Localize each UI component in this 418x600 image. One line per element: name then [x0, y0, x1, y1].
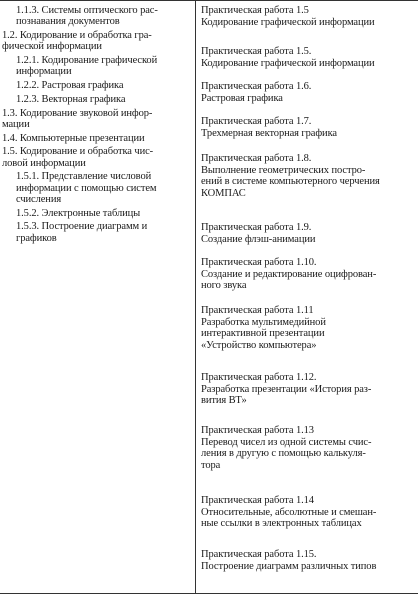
practical-work-title: Растровая графика [201, 92, 283, 104]
practical-work-title: Кодирование графической информации [201, 16, 375, 28]
topic-line: 1.5. Кодирование и обработка чис- [2, 146, 154, 158]
topics-column [2, 5, 190, 246]
practical-work-title: КОМПАС [201, 187, 246, 199]
topic-line: 1.2. Кодирование и обработка гра- [2, 30, 152, 41]
table-top-rule [0, 0, 418, 1]
practical-work-title: ений в системе компьютерного черчения [201, 176, 380, 187]
topic-line: 1.3. Кодирование звуковой инфор- [2, 107, 153, 119]
practical-work-item [201, 5, 375, 28]
practical-work-number: Практическая работа 1.9. [201, 222, 312, 233]
topic-item [2, 80, 190, 91]
practical-work-number: Практическая работа 1.13 [201, 425, 314, 436]
practical-work-item [201, 372, 371, 407]
practical-work-title: ления в другую с помощью калькуля- [201, 448, 366, 459]
practical-work-title: Перевод чисел из одной системы счис- [201, 436, 372, 448]
practical-work-title: ного звука [201, 280, 247, 291]
practical-work-title: Кодирование графической информации [201, 57, 375, 69]
topic-line: графиков [16, 232, 57, 244]
topic-line: 1.1.3. Системы оптического рас- [16, 5, 158, 16]
practical-work-number: Практическая работа 1.15. [201, 549, 317, 560]
topic-line: 1.2.2. Растровая графика [16, 80, 124, 91]
practical-work-title: Создание флэш-анимации [201, 233, 316, 245]
practical-work-number: Практическая работа 1.14 [201, 495, 314, 506]
topic-item [2, 55, 190, 77]
topic-line: мации [2, 118, 30, 130]
practical-work-title: вития ВТ» [201, 395, 247, 406]
practical-work-number: Практическая работа 1.8. [201, 153, 312, 164]
practical-work-number: Практическая работа 1.11 [201, 305, 314, 316]
topic-line: ловой информации [2, 157, 86, 169]
topic-line: 1.5.1. Представление числовой [16, 171, 152, 183]
practical-work-number: Практическая работа 1.6. [201, 81, 312, 92]
practical-work-number: Практическая работа 1.5 [201, 5, 309, 16]
practical-work-number: Практическая работа 1.7. [201, 116, 312, 127]
practical-work-title: Разработка презентации «История раз- [201, 383, 372, 395]
topic-item [2, 30, 190, 52]
column-divider [195, 0, 196, 594]
topic-item [2, 133, 190, 144]
topic-line: познавания документов [16, 16, 120, 28]
practical-work-item [201, 549, 376, 572]
topic-item [2, 208, 190, 219]
topic-line: 1.5.2. Электронные таблицы [16, 207, 141, 219]
topic-line: информации с помощью систем [16, 182, 157, 194]
topic-item [2, 5, 190, 27]
topic-line: 1.2.3. Векторная графика [16, 93, 126, 105]
topic-line: 1.5.3. Построение диаграмм и [16, 221, 148, 233]
practical-work-item [201, 153, 380, 199]
practical-work-title: Создание и редактирование оцифрован- [201, 268, 377, 280]
practical-work-item [201, 46, 375, 69]
practical-work-title: «Устройство компьютера» [201, 339, 317, 351]
practical-work-item [201, 257, 376, 292]
practical-work-item [201, 495, 376, 530]
practical-work-item [201, 81, 311, 104]
practical-work-title: Относительные, абсолютные и смешан- [201, 506, 377, 518]
table-bottom-rule [0, 593, 418, 594]
topic-item [2, 108, 190, 130]
practical-work-item [201, 222, 315, 245]
practical-work-title: Трехмерная векторная графика [201, 127, 337, 139]
practical-work-number: Практическая работа 1.10. [201, 257, 317, 268]
topic-line: счисления [16, 193, 62, 205]
topic-item [2, 171, 190, 205]
practical-work-title: Разработка мультимедийной [201, 316, 326, 328]
topic-line: 1.4. Компьютерные презентации [2, 132, 145, 144]
practical-work-item [201, 425, 371, 471]
practical-work-title: интерактивной презентации [201, 328, 325, 339]
topic-item [2, 94, 190, 105]
topic-line: информации [16, 66, 72, 78]
topic-line: 1.2.1. Кодирование графической [16, 55, 158, 66]
topic-item [2, 146, 190, 168]
practical-work-title: Построение диаграмм различных типов [201, 560, 377, 572]
topic-line: фической информации [2, 41, 102, 53]
practical-work-title: Выполнение геометрических постро- [201, 164, 366, 176]
practical-work-number: Практическая работа 1.12. [201, 372, 317, 383]
practical-work-title: ные ссылки в электронных таблицах [201, 518, 362, 529]
practical-work-title: тора [201, 459, 221, 471]
practical-work-item [201, 116, 337, 139]
practical-work-number: Практическая работа 1.5. [201, 46, 312, 57]
topic-item [2, 221, 190, 243]
practical-work-item [201, 305, 326, 351]
